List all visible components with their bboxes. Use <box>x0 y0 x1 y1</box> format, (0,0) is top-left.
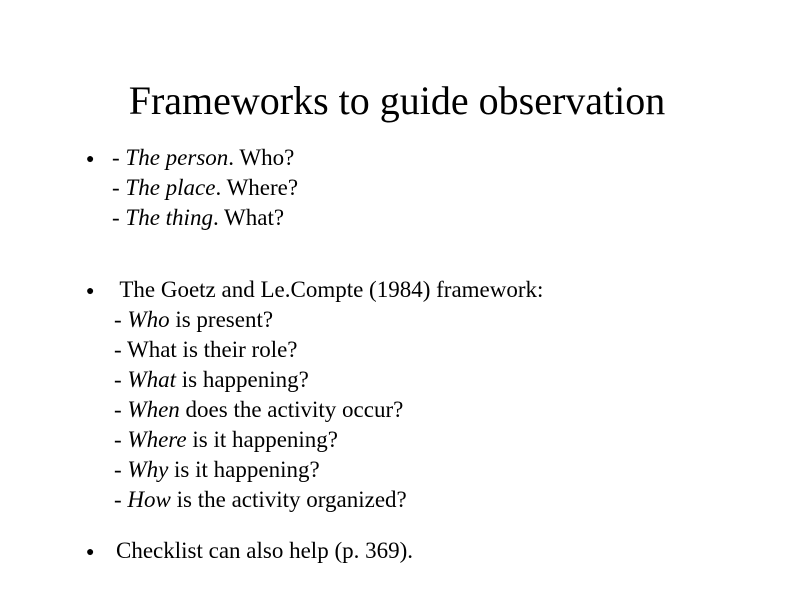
line-post: What is their role? <box>127 337 298 362</box>
line-pre: - <box>112 175 126 200</box>
line-post: is happening? <box>175 367 309 392</box>
line-pre: - <box>114 427 128 452</box>
line-em: Why <box>127 457 169 482</box>
bullet-icon: ● <box>86 545 95 560</box>
line-post: . Who? <box>228 145 295 170</box>
list-line <box>114 365 543 395</box>
line-pre: - <box>114 307 128 332</box>
line-em: How <box>127 487 171 512</box>
list-line <box>112 203 298 233</box>
line-post: is present? <box>169 307 274 332</box>
list-line <box>114 485 543 515</box>
line-pre: - <box>114 367 128 392</box>
line-pre: - <box>114 457 128 482</box>
line-post: does the activity occur? <box>179 397 404 422</box>
line-em: What <box>127 367 176 392</box>
list-line <box>114 335 543 365</box>
bullet-icon: ● <box>86 284 95 299</box>
framework-lines <box>114 305 543 515</box>
line-em: The thing <box>125 205 213 230</box>
list-line <box>114 425 543 455</box>
line-pre: - <box>112 205 126 230</box>
bullet-3-text: Checklist can also help (p. 369). <box>116 538 414 563</box>
bullet-2 <box>114 275 543 515</box>
list-line <box>112 143 298 173</box>
line-pre: - <box>114 337 127 362</box>
bullet-icon: ● <box>86 152 95 167</box>
slide-title: Frameworks to guide observation <box>128 78 666 123</box>
list-line <box>112 173 298 203</box>
line-post: . What? <box>212 205 285 230</box>
line-post: is it happening? <box>186 427 338 452</box>
list-line <box>114 305 543 335</box>
line-post: . Where? <box>215 175 299 200</box>
list-line <box>114 455 543 485</box>
line-pre: - <box>112 145 126 170</box>
line-em: The place <box>125 175 216 200</box>
list-line <box>114 395 543 425</box>
line-post: is the activity organized? <box>170 487 407 512</box>
line-em: The person <box>125 145 229 170</box>
line-em: Where <box>127 427 187 452</box>
bullet-3 <box>116 536 413 566</box>
line-post: is it happening? <box>168 457 320 482</box>
framework-heading <box>114 275 543 305</box>
line-em: Who <box>127 307 170 332</box>
line-pre: - <box>114 487 128 512</box>
bullet-1 <box>112 143 298 233</box>
framework-heading-text: The Goetz and Le.Compte (1984) framework: <box>114 277 544 302</box>
line-pre: - <box>114 397 128 422</box>
line-em: When <box>127 397 180 422</box>
